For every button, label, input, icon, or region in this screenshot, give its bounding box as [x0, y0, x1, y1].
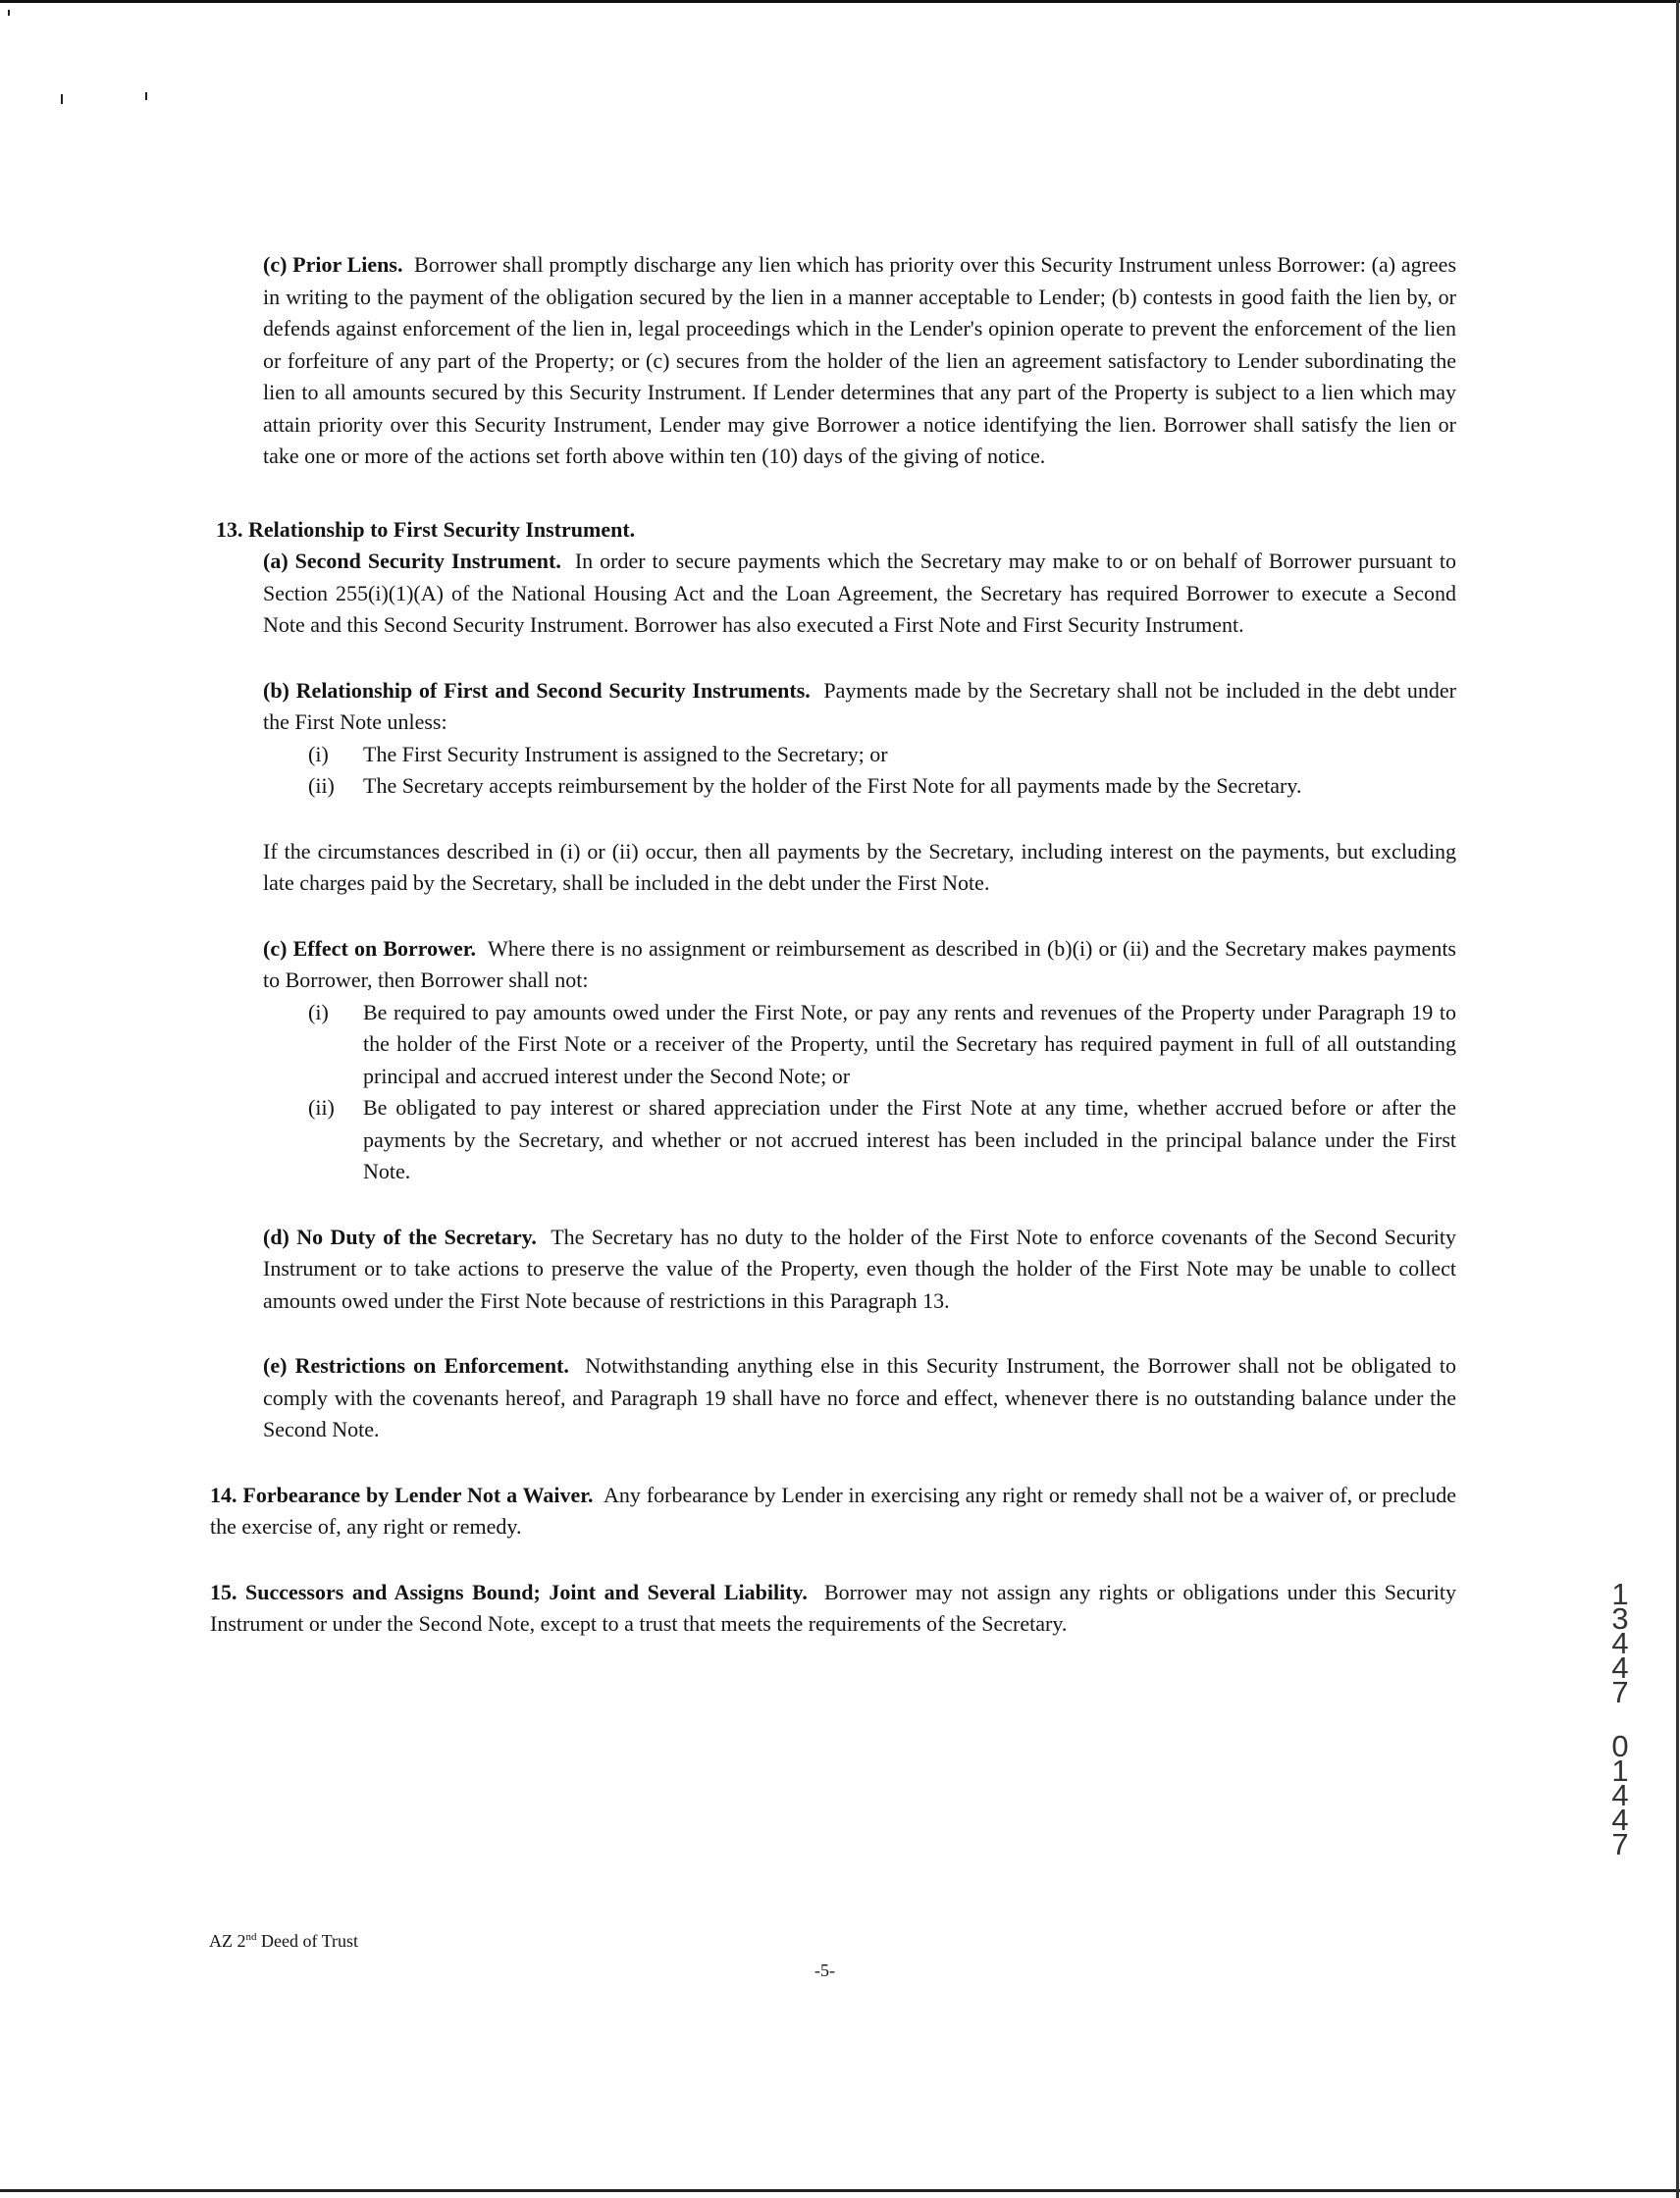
stamp-digits-1: 13447: [1611, 1577, 1629, 1709]
section-13d-title: (d) No Duty of the Secretary.: [263, 1224, 537, 1249]
section-15-body: Borrower may not assign any rights or obligations under this Security Instrument or under the Second Note, except to a trust that meets the requirements of the Secretary.: [210, 1579, 1457, 1636]
item-number: (ii): [308, 1095, 335, 1120]
scan-speck: [61, 94, 63, 104]
section-13a-title: (a) Second Security Instrument.: [263, 549, 561, 573]
section-13c: [263, 933, 1456, 997]
scan-speck: [8, 10, 10, 16]
section-13c-body: Where there is no assignment or reimbursement as described in (b)(i) or (ii) and the Secretary makes payments to Borrower, then Borrower shall not:: [263, 935, 1456, 992]
item-number: (i): [308, 741, 329, 766]
section-13-heading: [216, 514, 1456, 547]
section-12c-title: (c) Prior Liens.: [263, 252, 403, 277]
section-13b: [263, 675, 1456, 739]
section-13b-body: Payments made by the Secretary shall not be included in the debt under the First Note unless:: [263, 677, 1456, 734]
section-15: [210, 1577, 1456, 1641]
page-number: -5-: [814, 1961, 835, 1980]
section-13e: [263, 1350, 1456, 1446]
scan-speck: [145, 92, 147, 100]
section-13b-title: (b) Relationship of First and Second Security Instruments.: [263, 677, 811, 703]
section-13d-body: The Secretary has no duty to the holder of the First Note to enforce covenants of the Second Security Instrument or to take actions to preserve the value of the Property, even though the holder of the First Note may be unable to collect amounts owed under the First Note because of restrictions in this Paragraph 13.: [263, 1224, 1457, 1313]
section-13b-item: [263, 770, 1456, 803]
section-13b-item: [263, 739, 1456, 771]
section-13c-title: (c) Effect on Borrower.: [263, 935, 477, 961]
scan-border-top: [0, 0, 1680, 3]
item-number: (i): [308, 999, 329, 1024]
section-14-title: 14. Forbearance by Lender Not a Waiver.: [210, 1482, 594, 1507]
item-text: Be required to pay amounts owed under the First Note, or pay any rents and revenues of the Property under Paragraph 19 to the holder of the First Note or a receiver of the Property, until the Secretary has required payment in full of all outstanding principal and accrued interest under the Second Note; or: [363, 999, 1456, 1088]
item-number: (ii): [308, 773, 335, 798]
scan-border-bottom: [0, 2189, 1680, 2192]
section-13a-body: In order to secure payments which the Secretary may make to or on behalf of Borrower pursuant to Section 255(i)(1)(A) of the National Housing Act and the Loan Agreement, the Secretary has required Borrower to execute a Second Note and this Second Security Instrument. Borrower has also executed a First Note and First Security Instrument.: [263, 549, 1456, 637]
section-13c-item: [263, 1092, 1456, 1188]
footer-document-name: AZ 2nd Deed of Trust: [209, 1931, 359, 1951]
scan-border-right: [1676, 0, 1679, 2198]
section-15-title: 15. Successors and Assigns Bound; Joint and Several Liability.: [210, 1579, 808, 1604]
section-12c-body: Borrower shall promptly discharge any lien which has priority over this Security Instrument unless Borrower: (a) agrees in writing to the payment of the obligation secured by the lien in a manner acceptable to Lender; (b) contests in good faith the lien by, or defends against enforcement of the lien in, legal proceedings which in the Lender's opinion operate to prevent the enforcement of the lien or forfeiture of any part of the Property; or (c) secures from the holder of the lien an agreement satisfactory to Lender subordinating the lien to all amounts secured by this Security Instrument. If Lender determines that any part of the Property is subject to a lien which may attain priority over this Security Instrument, Lender may give Borrower a notice identifying the lien. Borrower shall satisfy the lien or take one or more of the actions set forth above within ten (10) days of the giving of notice.: [263, 252, 1457, 468]
item-text: The Secretary accepts reimbursement by the holder of the First Note for all payments made by the Secretary.: [363, 773, 1302, 798]
section-13e-body: Notwithstanding anything else in this Security Instrument, the Borrower shall not be obligated to comply with the covenants hereof, and Paragraph 19 shall have no force and effect, whenever there is no outstanding balance under the Second Note.: [263, 1353, 1457, 1441]
section-13c-item: [263, 997, 1456, 1093]
item-text: The First Security Instrument is assigned to the Secretary; or: [363, 741, 888, 766]
section-14: [210, 1480, 1456, 1544]
recording-stamp: [1603, 1577, 1637, 1861]
stamp-digits-2: 01447: [1611, 1729, 1629, 1861]
document-body: [210, 249, 1457, 1641]
section-13e-title: (e) Restrictions on Enforcement.: [263, 1353, 569, 1378]
section-12c-prior-liens: [263, 249, 1456, 473]
item-text: Be obligated to pay interest or shared appreciation under the First Note at any time, whether accrued before or after the payments by the Secretary, and whether or not accrued interest has been included in the principal balance under the First Note.: [363, 1095, 1456, 1183]
section-14-body: Any forbearance by Lender in exercising any right or remedy shall not be a waiver of, or preclude the exercise of, any right or remedy.: [210, 1482, 1456, 1539]
section-13a: [263, 546, 1456, 642]
section-13b-after: If the circumstances described in (i) or (ii) occur, then all payments by the Secretary, including interest on the payments, but excluding late charges paid by the Secretary, shall be included in the debt under the First Note.: [263, 838, 1456, 895]
section-13-title: 13. Relationship to First Security Instrument.: [216, 516, 636, 542]
section-13d: [263, 1222, 1456, 1318]
